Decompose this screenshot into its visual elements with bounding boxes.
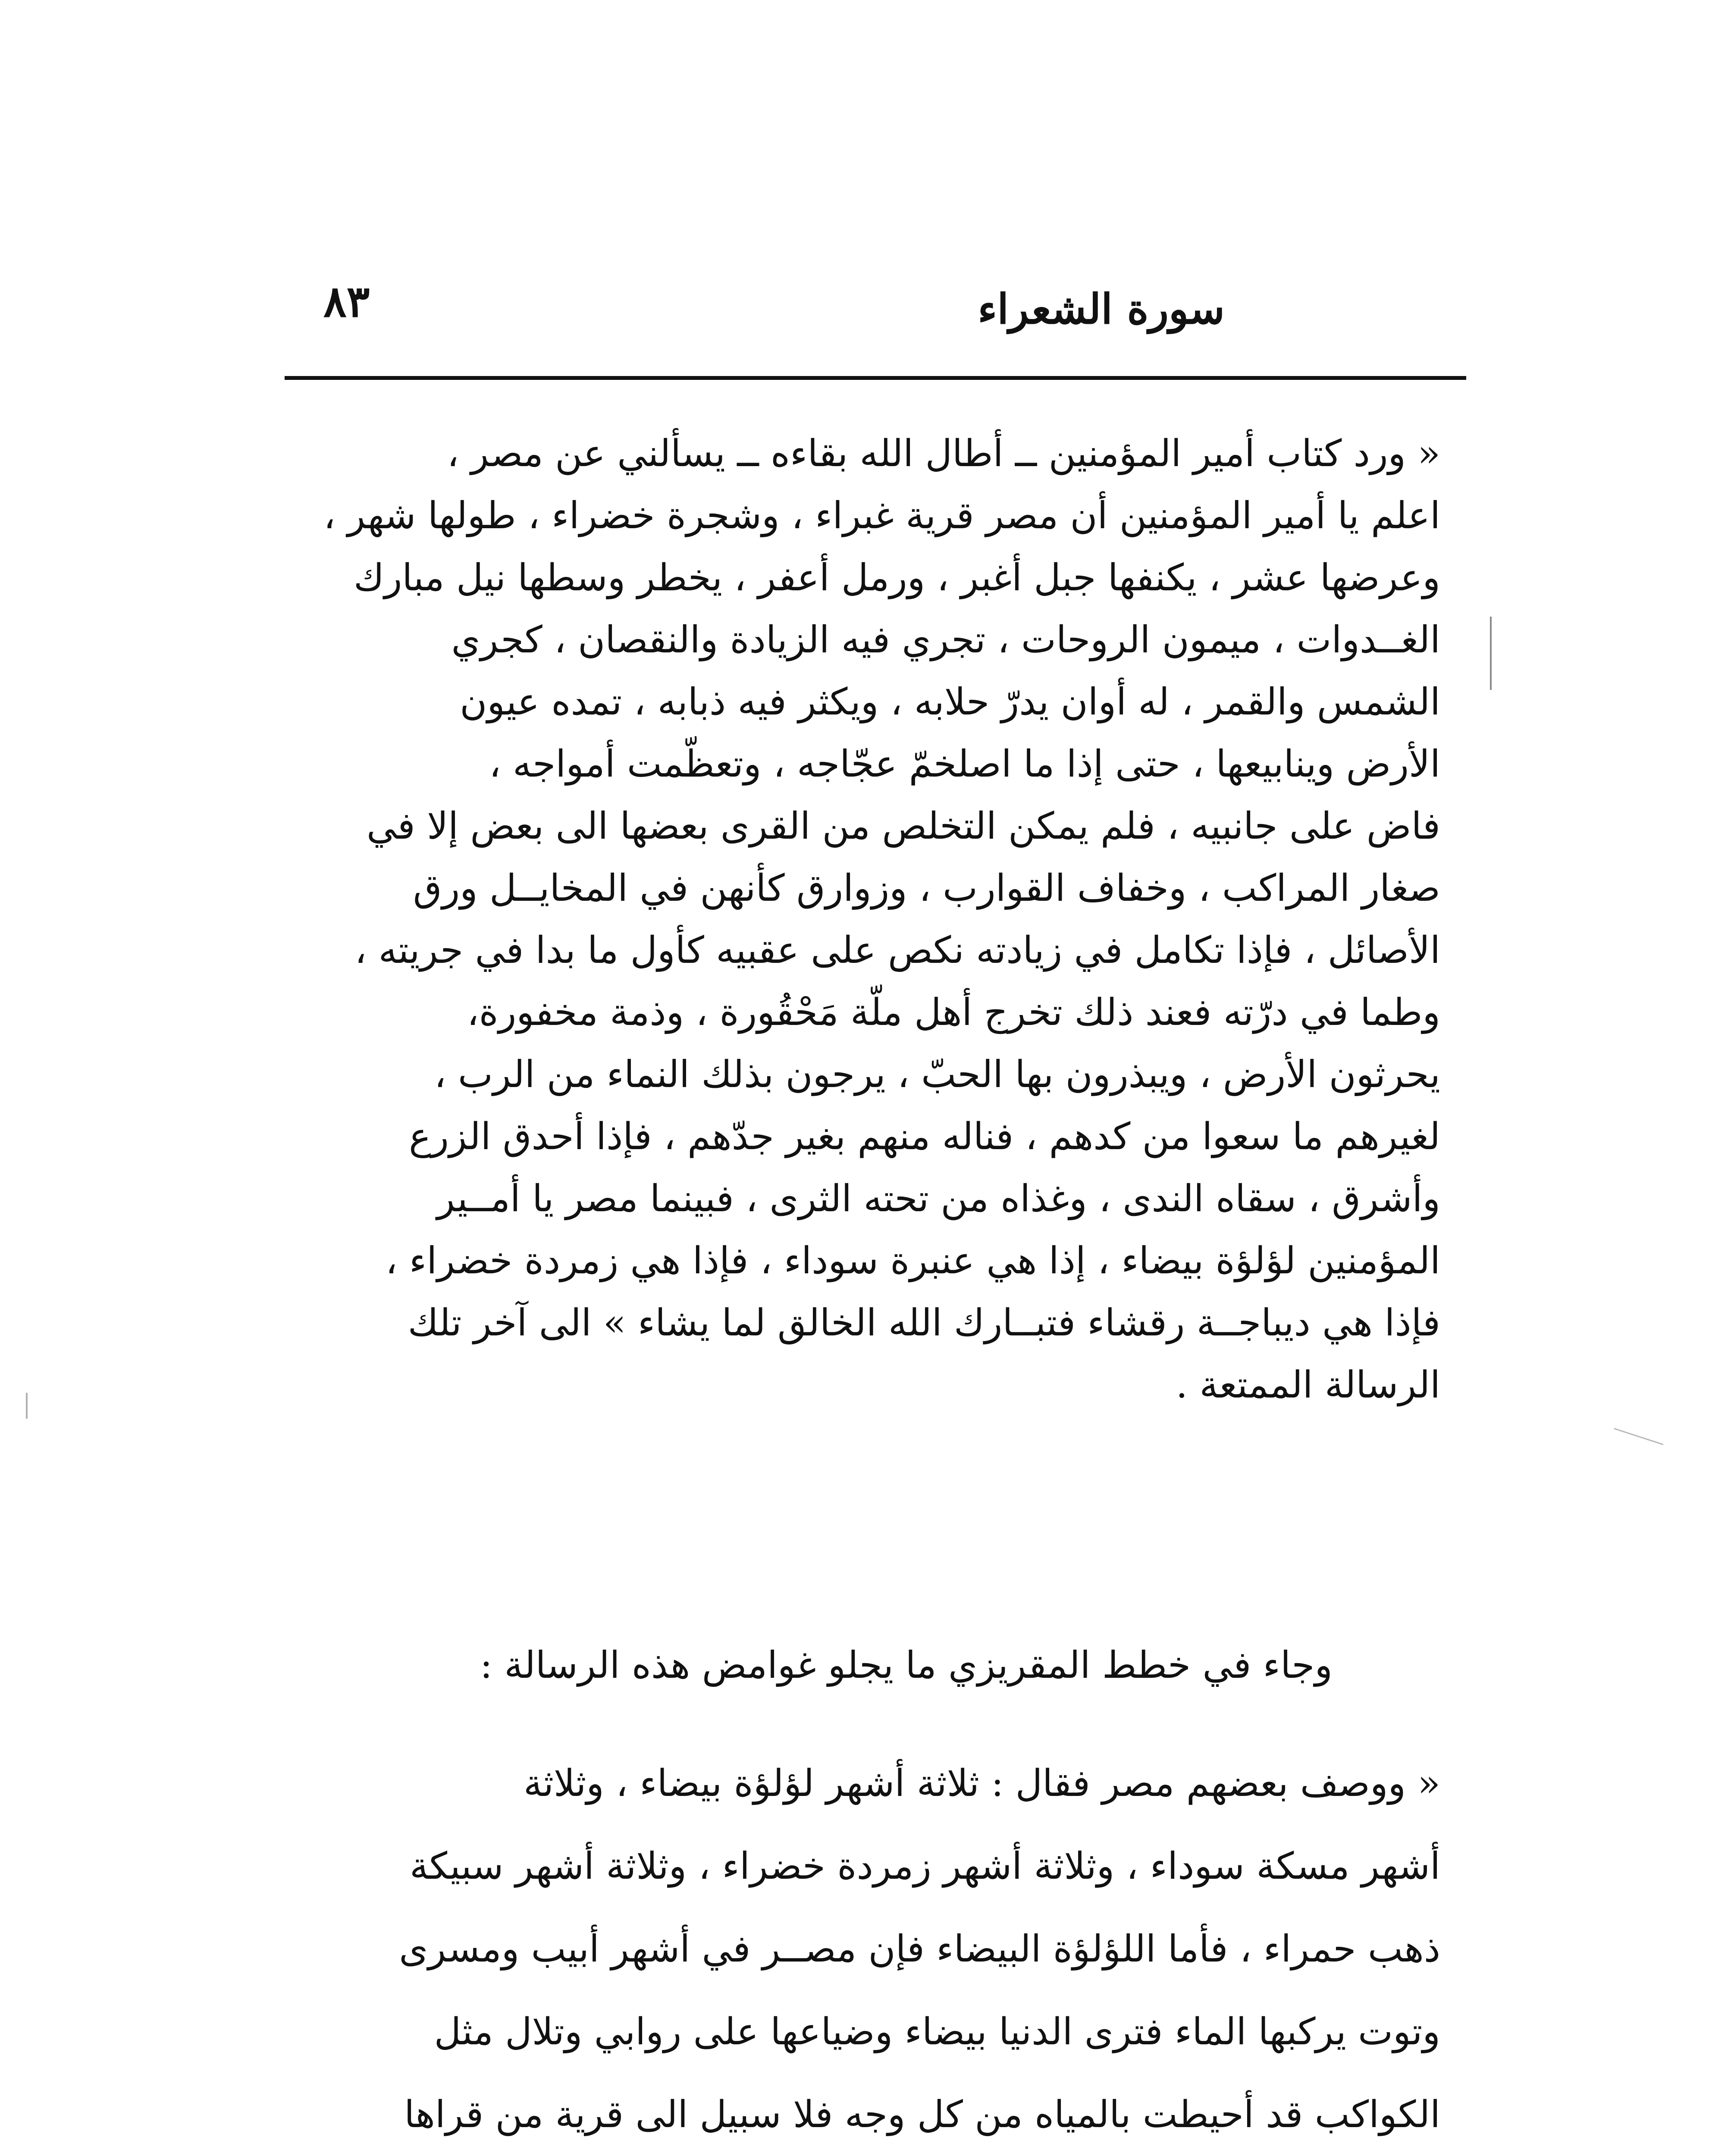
text-line: وعرضها عشر ، يكنفها جبل أغبر ، ورمل أعفر ، يخطر وسطها نيل مبارك [353, 556, 1440, 599]
text-line: المؤمنين لؤلؤة بيضاء ، إذا هي عنبرة سوداء ، فإذا هي زمردة خضراء ، [385, 1239, 1440, 1282]
text-line: وتوت يركبها الماء فترى الدنيا بيضاء وضياعها على روابي وتلال مثل [434, 2010, 1440, 2053]
text-line: فإذا هي ديباجــة رقشاء فتبــارك الله الخالق لما يشاء » الى آخر تلك [408, 1301, 1440, 1344]
text-line: لغيرهم ما سعوا من كدهم ، فناله منهم بغير جدّهم ، فإذا أحدق الزرع [409, 1115, 1440, 1158]
scan-margin-mark [1614, 1428, 1663, 1445]
text-line: وطما في درّته فعند ذلك تخرج أهل ملّة مَحْقُورة ، وذمة مخفورة، [467, 991, 1440, 1034]
page-header [285, 276, 1466, 349]
text-line: أشهر مسكة سوداء ، وثلاثة أشهر زمردة خضراء ، وثلاثة أشهر سبيكة [410, 1845, 1440, 1888]
text-line: وأشرق ، سقاه الندى ، وغذاه من تحته الثرى ، فبينما مصر يا أمــير [437, 1177, 1440, 1220]
text-line: يحرثون الأرض ، ويبذرون بها الحبّ ، يرجون بذلك النماء من الرب ، [434, 1053, 1440, 1096]
quoted-letter [285, 423, 1440, 1416]
text-line: الكواكب قد أحيطت بالمياه من كل وجه فلا سبيل الى قرية من قراها [404, 2093, 1440, 2136]
scan-margin-mark [26, 1393, 28, 1419]
scan-margin-mark [1490, 617, 1492, 690]
text-line: الغــدوات ، ميمون الروحات ، تجري فيه الزيادة والنقصان ، كجري [451, 618, 1440, 661]
intro-paragraph [285, 1634, 1440, 1696]
text-line: وجاء في خطط المقريزي ما يجلو غوامض هذه الرسالة : [480, 1644, 1333, 1687]
text-line: صغار المراكب ، وخفاف القوارب ، وزوارق كأنهن في المخايــل ورق [413, 867, 1440, 910]
text-line: الشمس والقمر ، له أوان يدرّ حلابه ، ويكثر فيه ذبابه ، تمده عيون [460, 680, 1440, 724]
text-line: ذهب حمراء ، فأما اللؤلؤة البيضاء فإن مصــر في أشهر أبيب ومسرى [399, 1927, 1440, 1971]
text-line: الأرض وينابيعها ، حتى إذا ما اصلخمّ عجّاجه ، وتعظّمت أمواجه ، [489, 743, 1440, 786]
text-line: « ورد كتاب أمير المؤمنين ــ أطال الله بقاءه ــ يسألني عن مصر ، [447, 432, 1440, 475]
text-line: الرسالة الممتعة . [1176, 1363, 1440, 1407]
running-title: سورة الشعراء [978, 285, 1225, 333]
text-line: الأصائل ، فإذا تكامل في زيادته نكص على عقبيه كأول ما بدا في جريته ، [354, 929, 1440, 972]
text-line: اعلم يا أمير المؤمنين أن مصر قرية غبراء ، وشجرة خضراء ، طولها شهر ، [323, 494, 1440, 537]
text-line: « ووصف بعضهم مصر فقال : ثلاثة أشهر لؤلؤة بيضاء ، وثلاثة [523, 1762, 1440, 1805]
header-rule [285, 376, 1466, 380]
text-line: فاض على جانبيه ، فلم يمكن التخلص من القرى بعضها الى بعض إلا في [366, 805, 1440, 848]
page-number: ٨٣ [323, 276, 370, 327]
quoted-description [285, 1742, 1440, 2156]
